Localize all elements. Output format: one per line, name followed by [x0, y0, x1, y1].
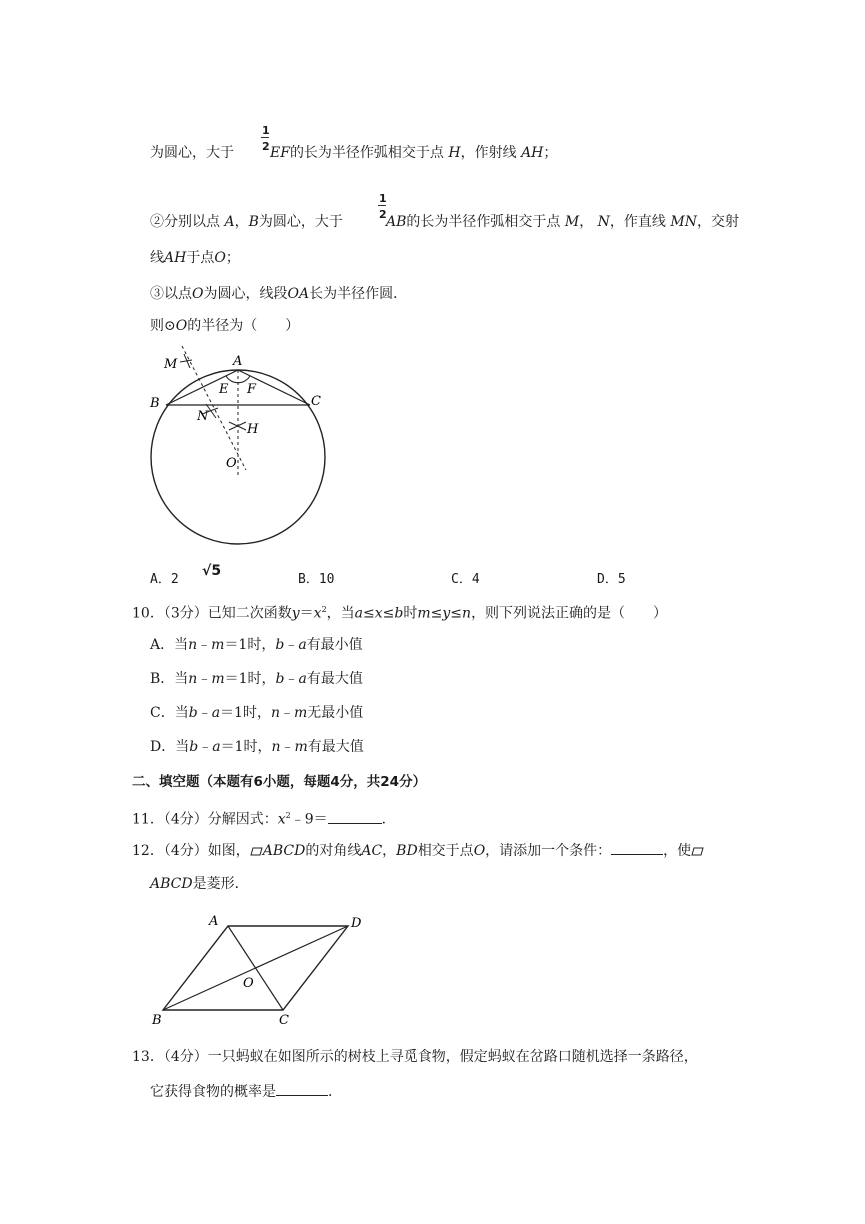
v: b: [275, 637, 285, 653]
fraction-denominator: 2: [379, 208, 387, 221]
answer-blank[interactable]: [611, 840, 663, 855]
var: a: [354, 605, 364, 622]
var: x: [277, 811, 286, 828]
q9-line-4: [150, 284, 407, 304]
v: m: [294, 705, 308, 721]
t: B．当: [150, 671, 189, 687]
segment-ef: EF: [270, 145, 290, 161]
text: 为圆心，线段: [203, 286, 288, 302]
text: 它获得食物的概率是: [150, 1084, 276, 1100]
point-a: A: [224, 214, 235, 230]
shape-abcd: ABCD: [262, 843, 306, 859]
t: ﹣: [197, 671, 212, 687]
label-b: B: [150, 396, 160, 411]
fraction-bar: [261, 137, 269, 138]
point-h: H: [448, 145, 461, 161]
t: ＝1时，: [220, 739, 272, 755]
label-d: D: [351, 916, 362, 931]
parallelogram-icon: [691, 847, 704, 856]
text: 时: [403, 605, 418, 622]
q9-line-1b: [270, 143, 557, 163]
point-o: O: [192, 286, 204, 302]
label-a: A: [209, 914, 219, 929]
t: ＝1时，: [224, 671, 276, 687]
var: n: [462, 605, 472, 622]
label-a: A: [233, 354, 243, 369]
point-o: O: [214, 250, 226, 266]
fraction-denominator: 2: [262, 140, 270, 153]
circle-construction-figure: [140, 340, 340, 550]
text: ，作直线: [609, 214, 666, 230]
text: 12．（4分）如图，: [132, 843, 250, 859]
q13-line-2: [150, 1081, 342, 1102]
fraction-numerator: 1: [262, 124, 270, 137]
text: 相交于点: [417, 843, 474, 859]
text: ≤: [363, 605, 375, 622]
label-b: B: [152, 1013, 162, 1028]
text: ≤: [430, 605, 443, 622]
text: 10．（3分）已知二次函数: [132, 605, 292, 622]
label-o: O: [226, 456, 237, 471]
option-d[interactable]: D．5: [597, 572, 626, 587]
v: n: [271, 739, 281, 755]
exponent: 2: [285, 811, 291, 820]
t: 无最小值: [307, 705, 364, 721]
text: 是菱形．: [192, 876, 249, 892]
t: C．当: [150, 705, 189, 721]
t: A．当: [150, 637, 189, 653]
t: ﹣: [198, 739, 213, 755]
v: a: [298, 637, 307, 653]
q11: [132, 806, 396, 830]
q10-option-a[interactable]: [150, 635, 363, 655]
text: ；: [225, 250, 240, 266]
t: 有最小值: [306, 637, 363, 653]
text: ，使: [663, 843, 692, 859]
point-o: O: [473, 843, 486, 859]
v: a: [212, 739, 221, 755]
v: n: [188, 637, 198, 653]
q10-option-d[interactable]: [150, 737, 364, 757]
arc-mark-m: [180, 354, 192, 368]
text: ．: [328, 1084, 342, 1100]
t: ﹣: [197, 705, 212, 721]
answer-blank[interactable]: [328, 809, 382, 824]
label-e: E: [219, 382, 229, 397]
parallelogram-figure: [148, 908, 378, 1032]
text: 为圆心，大于: [150, 145, 234, 161]
text: 的对角线: [305, 843, 362, 859]
t: ﹣: [197, 637, 212, 653]
q10-option-b[interactable]: [150, 669, 363, 689]
text: 的长为半径作弧相交于点: [406, 214, 561, 230]
segment-ab: AB: [386, 214, 407, 230]
t: ＝1时，: [220, 705, 271, 721]
var: m: [417, 605, 431, 622]
t: D．当: [150, 739, 190, 755]
label-o: O: [243, 976, 254, 991]
text: ，请添加一个条件：: [485, 843, 612, 859]
q9-line-1: [150, 143, 234, 163]
text: ，: [382, 843, 397, 859]
t: ﹣: [280, 739, 295, 755]
q12-line-2: [150, 874, 249, 894]
option-b[interactable]: B．10: [298, 572, 335, 587]
diagonal-ac: AC: [361, 843, 383, 859]
q12-line-1: [132, 840, 704, 861]
text: 线: [150, 250, 164, 266]
fraction-numerator: 1: [379, 192, 387, 205]
option-a[interactable]: [150, 570, 179, 590]
text: ≤: [450, 605, 463, 622]
text: ，: [579, 214, 594, 230]
ray-ah: AH: [164, 250, 187, 266]
v: b: [189, 739, 199, 755]
section-heading: 二、填空题（本题有6小题，每题4分，共24分）: [132, 774, 427, 790]
v: m: [211, 671, 225, 687]
label-m: M: [164, 357, 178, 372]
q9-line-3: [150, 248, 240, 268]
v: m: [294, 739, 308, 755]
line-mn: MN: [670, 214, 697, 230]
v: a: [211, 705, 221, 721]
point-n: N: [597, 214, 610, 230]
text: ③以点: [150, 286, 192, 302]
var: y: [291, 605, 300, 622]
v: n: [270, 705, 280, 721]
label-h: H: [247, 422, 259, 437]
t: ﹣: [280, 705, 294, 721]
var: y: [442, 605, 451, 622]
text: ﹣9＝: [290, 811, 328, 828]
diagonal-bd: [163, 926, 348, 1010]
q9-line-2b: [386, 212, 739, 232]
label-c: C: [311, 394, 321, 409]
t: 有最大值: [306, 671, 363, 687]
t: ﹣: [284, 637, 299, 653]
text: ．: [381, 811, 396, 828]
text: 的半径为（ ）: [187, 318, 300, 334]
option-c[interactable]: C．4: [451, 572, 480, 587]
q13-line-1: 13．（4分）一只蚂蚁在如图所示的树枝上寻觅食物，假定蚂蚁在岔路口随机选择一条路径，: [132, 1049, 698, 1065]
var: x: [374, 605, 383, 622]
text: ，作射线: [460, 145, 517, 161]
q10-stem: [132, 600, 667, 624]
text: ，则下列说法正确的是（ ）: [471, 605, 668, 622]
v: b: [188, 705, 198, 721]
sqrt-5: √5: [202, 563, 222, 579]
option-a-text: A．2: [150, 572, 179, 587]
var: b: [394, 605, 404, 622]
label-f: F: [247, 382, 257, 397]
text: ，: [234, 214, 249, 230]
label-c: C: [279, 1013, 289, 1028]
text: ；: [543, 145, 558, 161]
point-o: O: [175, 318, 188, 334]
v: b: [275, 671, 285, 687]
text: ②分别以点: [150, 214, 220, 230]
exponent: 2: [321, 605, 327, 614]
var: x: [313, 605, 322, 622]
text: 则⊙: [150, 318, 176, 334]
t: ＝1时，: [224, 637, 276, 653]
arc-mark-h: [229, 422, 246, 430]
text: 长为半径作圆．: [309, 286, 408, 302]
point-m: M: [564, 214, 580, 230]
v: m: [211, 637, 225, 653]
v: a: [298, 671, 307, 687]
text: 11．（4分）分解因式：: [132, 811, 278, 828]
label-n: N: [197, 409, 209, 424]
parallelogram-icon: [250, 847, 263, 856]
text: ＝: [299, 605, 314, 622]
text: 于点: [186, 250, 215, 266]
point-b: B: [248, 214, 259, 230]
q9-line-2: [150, 212, 343, 232]
t: 有最大值: [307, 739, 364, 755]
ray-ah: AH: [521, 145, 544, 161]
fraction-bar: [378, 205, 386, 206]
diagonal-bd: BD: [396, 843, 418, 859]
v: n: [188, 671, 198, 687]
text: 为圆心，大于: [258, 214, 343, 230]
text: 的长为半径作弧相交于点: [289, 145, 444, 161]
q9-line-5: [150, 316, 299, 336]
segment-oa: OA: [287, 286, 310, 302]
shape-abcd: ABCD: [150, 876, 193, 892]
q10-option-c[interactable]: [150, 703, 363, 723]
text: ，当: [326, 605, 355, 622]
text: ≤: [382, 605, 395, 622]
answer-blank[interactable]: [276, 1081, 328, 1096]
text: ，交射: [696, 214, 739, 230]
t: ﹣: [284, 671, 299, 687]
